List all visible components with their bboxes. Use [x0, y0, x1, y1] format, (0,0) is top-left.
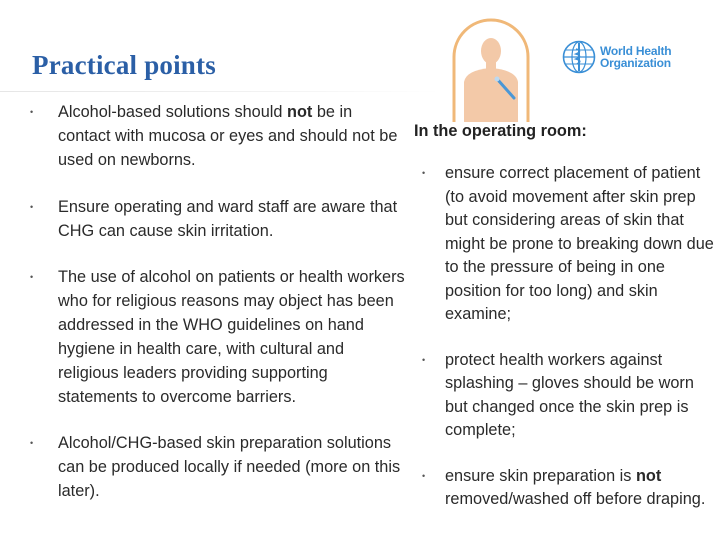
bullet-icon: • [422, 168, 426, 178]
list-item: • Alcohol-based solutions should not be in contact with mucosa or eyes and should not be used on newborns. [28, 100, 408, 172]
bullet-icon: • [30, 272, 34, 282]
bullet-icon: • [30, 438, 34, 448]
slide-title: Practical points [32, 50, 216, 80]
who-wordmark-line2: Organization [600, 56, 671, 70]
who-wordmark [600, 45, 671, 69]
list-item: • ensure skin preparation is not removed/washed off before draping. [422, 466, 706, 508]
bullet-icon: • [30, 107, 34, 117]
list-item: • The use of alcohol on patients or health workers who for religious reasons may object has been addressed in the WHO guidelines on hand hygiene in health care, with cultural and religious leaders providing supporting statements to overcome barriers. [28, 265, 408, 409]
operating-room-heading: In the operating room: [414, 122, 587, 140]
left-bullet-list [28, 100, 408, 503]
bullet-icon: • [422, 354, 426, 365]
list-item: • Ensure operating and ward staff are aware that CHG can cause skin irritation. [28, 195, 408, 243]
bullet-icon: • [30, 202, 34, 212]
title-divider [0, 91, 440, 92]
who-wordmark-line1: World Health [600, 44, 672, 58]
person-with-swab-icon [452, 18, 530, 122]
who-emblem-icon [562, 40, 596, 74]
bullet-icon: • [422, 470, 426, 481]
list-item: • protect health workers against splashing – gloves should be worn but changed once the skin prep is complete; [422, 350, 694, 439]
list-item: • ensure correct placement of patient (to avoid movement after skin prep but considering areas of skin that might be prone to breaking down due to the pressure of being in one position for too long) and skin examine; [422, 164, 714, 323]
list-item: • Alcohol/CHG-based skin preparation solutions can be produced locally if needed (more on this later). [28, 431, 408, 503]
right-bullet-list [414, 162, 714, 512]
who-logo [562, 40, 671, 74]
